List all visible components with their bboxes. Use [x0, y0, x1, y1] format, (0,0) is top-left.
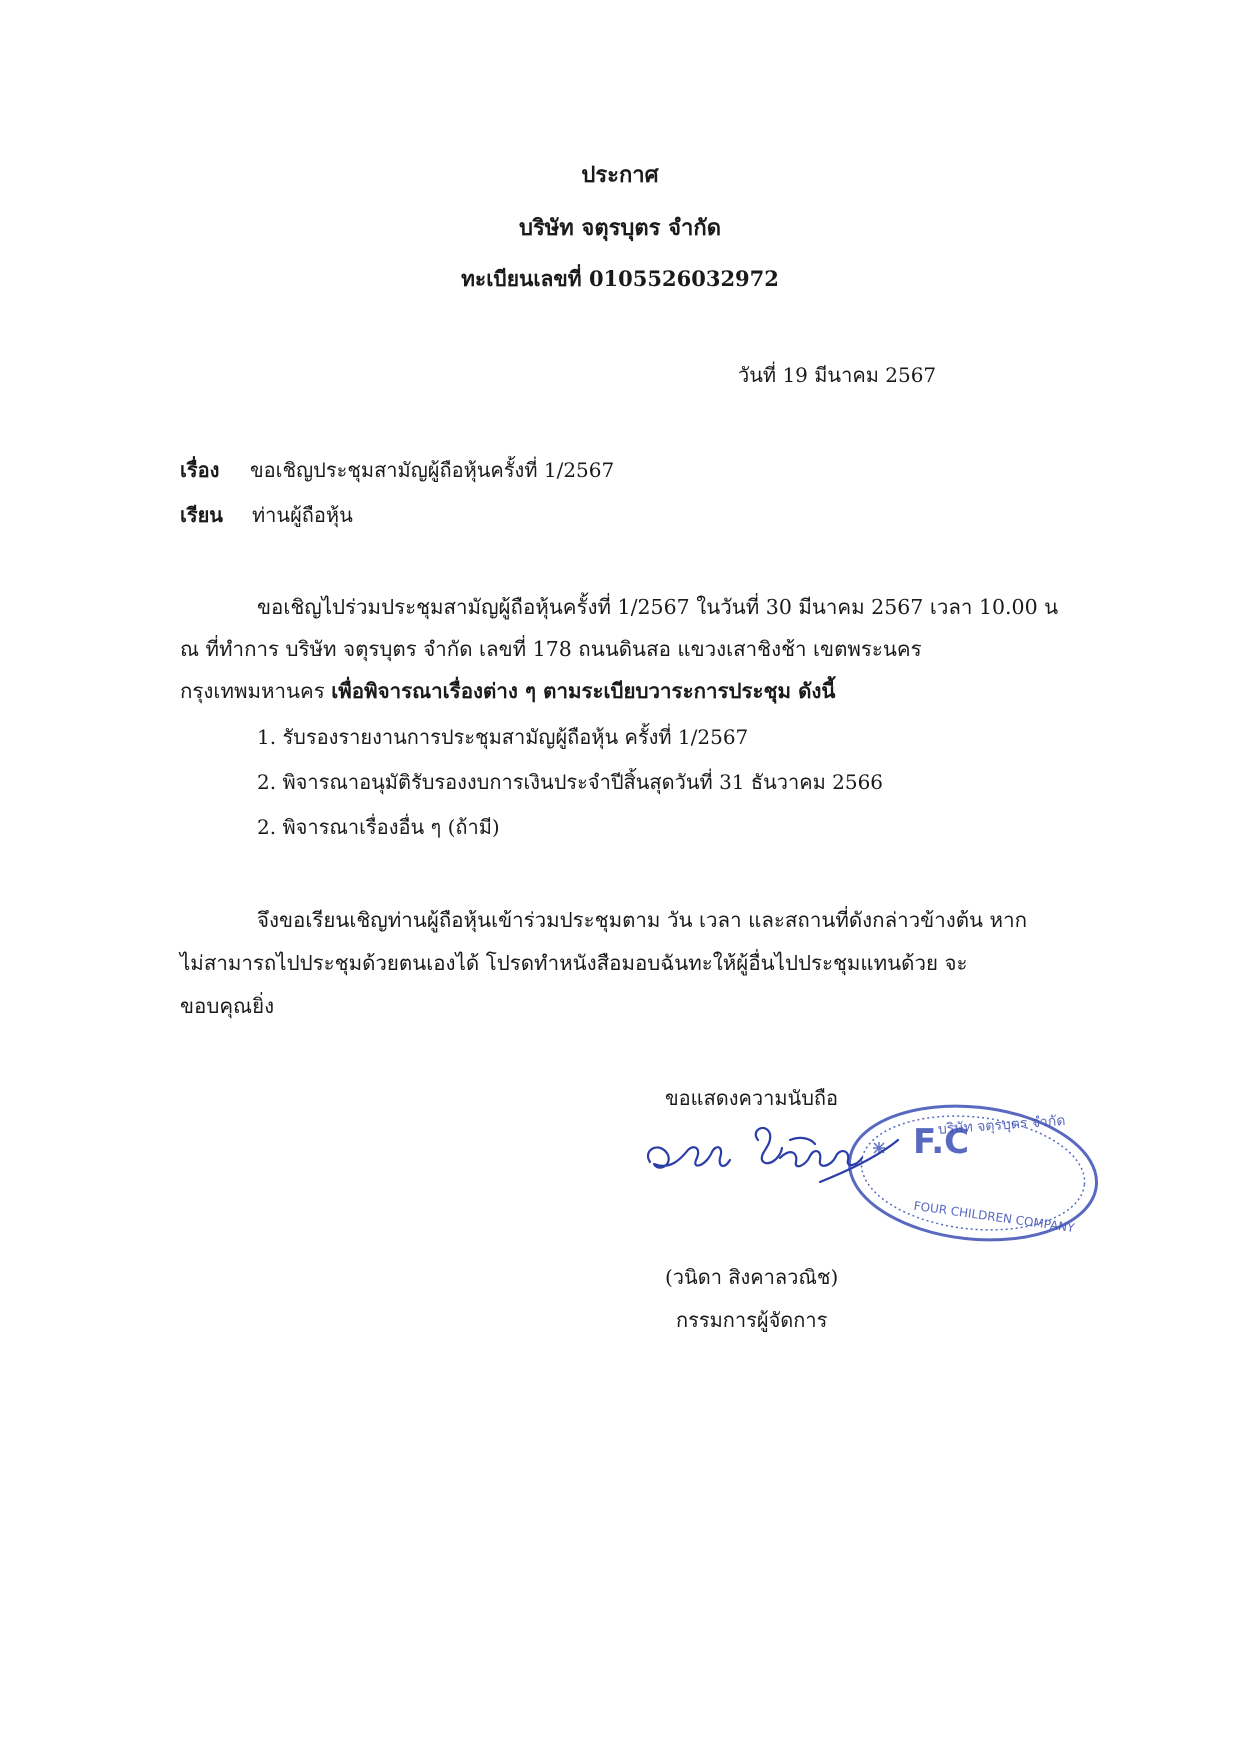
document-title: ประกาศ: [581, 162, 659, 188]
body-paragraph-1-line-1: ขอเชิญไปร่วมประชุมสามัญผู้ถือหุ้นครั้งที่ 1/2567 ในวันที่ 30 มีนาคม 2567 เวลา 10.00 น: [257, 595, 1059, 619]
subject-text: ขอเชิญประชุมสามัญผู้ถือหุ้นครั้งที่ 1/2567: [250, 458, 615, 482]
recipient-label: เรียน: [180, 503, 223, 527]
stamp-top-text: บริษัท จตุรบุตร จำกัด: [937, 1112, 1066, 1138]
body-paragraph-2-line-3: ขอบคุณยิ่ง: [180, 994, 275, 1018]
agenda-item: 2. พิจารณาอนุมัติรับรองงบการเงินประจำปีสิ้นสุดวันที่ 31 ธันวาคม 2566: [257, 770, 884, 794]
body-paragraph-1-line-3: [180, 676, 835, 706]
recipient-text: ท่านผู้ถือหุ้น: [252, 503, 353, 527]
company-name: บริษัท จตุรบุตร จำกัด: [518, 215, 722, 241]
stamp-bottom-text: FOUR CHILDREN COMPANY: [912, 1198, 1076, 1236]
body-paragraph-2-line-2: ไม่สามารถไปประชุมด้วยตนเองได้ โปรดทำหนังสือมอบฉันทะให้ผู้อื่นไปประชุมแทนด้วย จะ: [180, 951, 968, 975]
body-text: กรุงเทพมหานคร: [180, 679, 332, 703]
document-date: วันที่ 19 มีนาคม 2567: [738, 363, 937, 387]
body-paragraph-1-line-2: ณ ที่ทำการ บริษัท จตุรบุตร จำกัด เลขที่ 178 ถนนดินสอ แขวงเสาชิงช้า เขตพระนคร: [180, 637, 922, 661]
closing-salutation: ขอแสดงความนับถือ: [665, 1086, 839, 1110]
agenda-item: 2. พิจารณาเรื่องอื่น ๆ (ถ้ามี): [257, 815, 500, 839]
body-text-emphasis: เพื่อพิจารณาเรื่องต่าง ๆ ตามระเบียบวาระการประชุม ดังนี้: [331, 679, 836, 703]
body-paragraph-2-line-1: จึงขอเรียนเชิญท่านผู้ถือหุ้นเข้าร่วมประชุมตาม วัน เวลา และสถานที่ดังกล่าวข้างต้น หาก: [257, 908, 1027, 932]
agenda-item: 1. รับรองรายงานการประชุมสามัญผู้ถือหุ้น ครั้งที่ 1/2567: [257, 725, 749, 749]
signature: [640, 1100, 900, 1195]
stamp-logo: F.C: [913, 1122, 970, 1162]
subject-label: เรื่อง: [180, 458, 220, 482]
signer-name: (วนิดา สิงคาลวณิช): [665, 1265, 839, 1289]
signer-title: กรรมการผู้จัดการ: [676, 1308, 828, 1332]
registration-number: ทะเบียนเลขที่ 0105526032972: [461, 266, 779, 291]
